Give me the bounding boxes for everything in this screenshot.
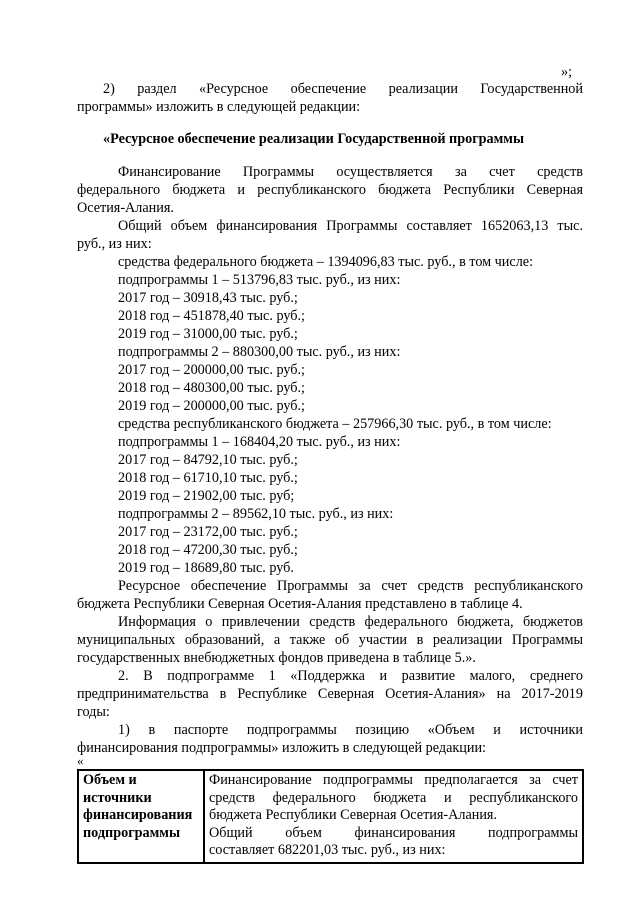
- table-label-line: Объем и: [83, 772, 137, 788]
- breakdown-item: 2017 год – 84792,10 тыс. руб.;: [118, 452, 298, 468]
- resource-line1: Ресурсное обеспечение Программы за счет средств республиканского: [118, 578, 583, 594]
- sub1-line2: предпринимательства в Республике Северная Осетия-Алания» на 2017-2019: [77, 686, 583, 702]
- financing-line1: Финансирование Программы осуществляется за счет средств: [118, 164, 583, 180]
- breakdown-item: 2018 год – 451878,40 тыс. руб.;: [118, 308, 305, 324]
- breakdown-item: 2019 год – 200000,00 тыс. руб.;: [118, 398, 305, 414]
- breakdown-item: 2018 год – 480300,00 тыс. руб.;: [118, 380, 305, 396]
- breakdown-item: 2019 год – 21902,00 тыс. руб;: [118, 488, 295, 504]
- section-heading: «Ресурсное обеспечение реализации Государственной программы: [103, 131, 525, 147]
- breakdown-item: 2017 год – 23172,00 тыс. руб.;: [118, 524, 298, 540]
- table-value-line: бюджета Республики Северная Осетия-Алания.: [209, 807, 498, 823]
- breakdown-item: подпрограммы 1 – 168404,20 тыс. руб., из них:: [118, 434, 401, 450]
- breakdown-item: подпрограммы 2 – 880300,00 тыс. руб., из них:: [118, 344, 401, 360]
- sub1-line3: годы:: [77, 704, 110, 720]
- sub1-line1: 2. В подпрограмме 1 «Поддержка и развитие малого, среднего: [118, 668, 583, 684]
- table-label-line: подпрограммы: [83, 824, 181, 841]
- financing-line2: федерального бюджета и республиканского бюджета Республики Северная: [77, 182, 583, 198]
- table-value-cell: [204, 770, 583, 863]
- breakdown-item: подпрограммы 2 – 89562,10 тыс. руб., из них:: [118, 506, 394, 522]
- table-value-line: Общий объем финансирования подпрограммы: [209, 824, 578, 841]
- table-value-line: средств федерального бюджета и республиканского: [209, 789, 578, 806]
- open-quote: «: [77, 753, 84, 768]
- breakdown-item: средства республиканского бюджета – 257966,30 тыс. руб., в том числе:: [118, 416, 552, 432]
- table-label-line: финансирования: [83, 807, 193, 823]
- table-row: [78, 770, 583, 863]
- breakdown-item: 2018 год – 61710,10 тыс. руб.;: [118, 470, 298, 486]
- passport-line1: 1) в паспорте подпрограммы позицию «Объем и источники: [118, 722, 583, 738]
- closing-quote: »;: [561, 64, 573, 80]
- info-line3: государственных внебюджетных фондов приведена в таблице 5.».: [77, 650, 476, 666]
- info-line2: муниципальных образований, а также об участии в реализации Программы: [77, 632, 583, 648]
- info-line1: Информация о привлечении средств федерального бюджета, бюджетов: [118, 614, 583, 630]
- breakdown-item: 2017 год – 200000,00 тыс. руб.;: [118, 362, 305, 378]
- resource-line2: бюджета Республики Северная Осетия-Алания представлено в таблице 4.: [77, 596, 523, 612]
- table-value-line: составляет 682201,03 тыс. руб., из них:: [209, 842, 446, 858]
- breakdown-item: 2018 год – 47200,30 тыс. руб.;: [118, 542, 298, 558]
- breakdown-item: средства федерального бюджета – 1394096,83 тыс. руб., в том числе:: [118, 254, 534, 270]
- breakdown-item: 2019 год – 31000,00 тыс. руб.;: [118, 326, 298, 342]
- table-label-line: источники: [83, 789, 152, 806]
- financing-line3: Осетия-Алания.: [77, 200, 174, 216]
- breakdown-item: подпрограммы 1 – 513796,83 тыс. руб., из них:: [118, 272, 401, 288]
- breakdown-item: 2019 год – 18689,80 тыс. руб.: [118, 560, 294, 576]
- passport-table: [77, 769, 584, 864]
- section2-line1: 2) раздел «Ресурсное обеспечение реализации Государственной: [103, 81, 583, 97]
- total-line1: Общий объем финансирования Программы составляет 1652063,13 тыс.: [118, 218, 583, 234]
- section2-line2: программы» изложить в следующей редакции:: [77, 99, 361, 115]
- passport-line2: финансирования подпрограммы» изложить в следующей редакции:: [77, 740, 486, 756]
- total-line2: руб., из них:: [77, 236, 152, 252]
- table-label-cell: [78, 770, 204, 863]
- table-value-line: Финансирование подпрограммы предполагается за счет: [209, 772, 578, 788]
- breakdown-item: 2017 год – 30918,43 тыс. руб.;: [118, 290, 298, 306]
